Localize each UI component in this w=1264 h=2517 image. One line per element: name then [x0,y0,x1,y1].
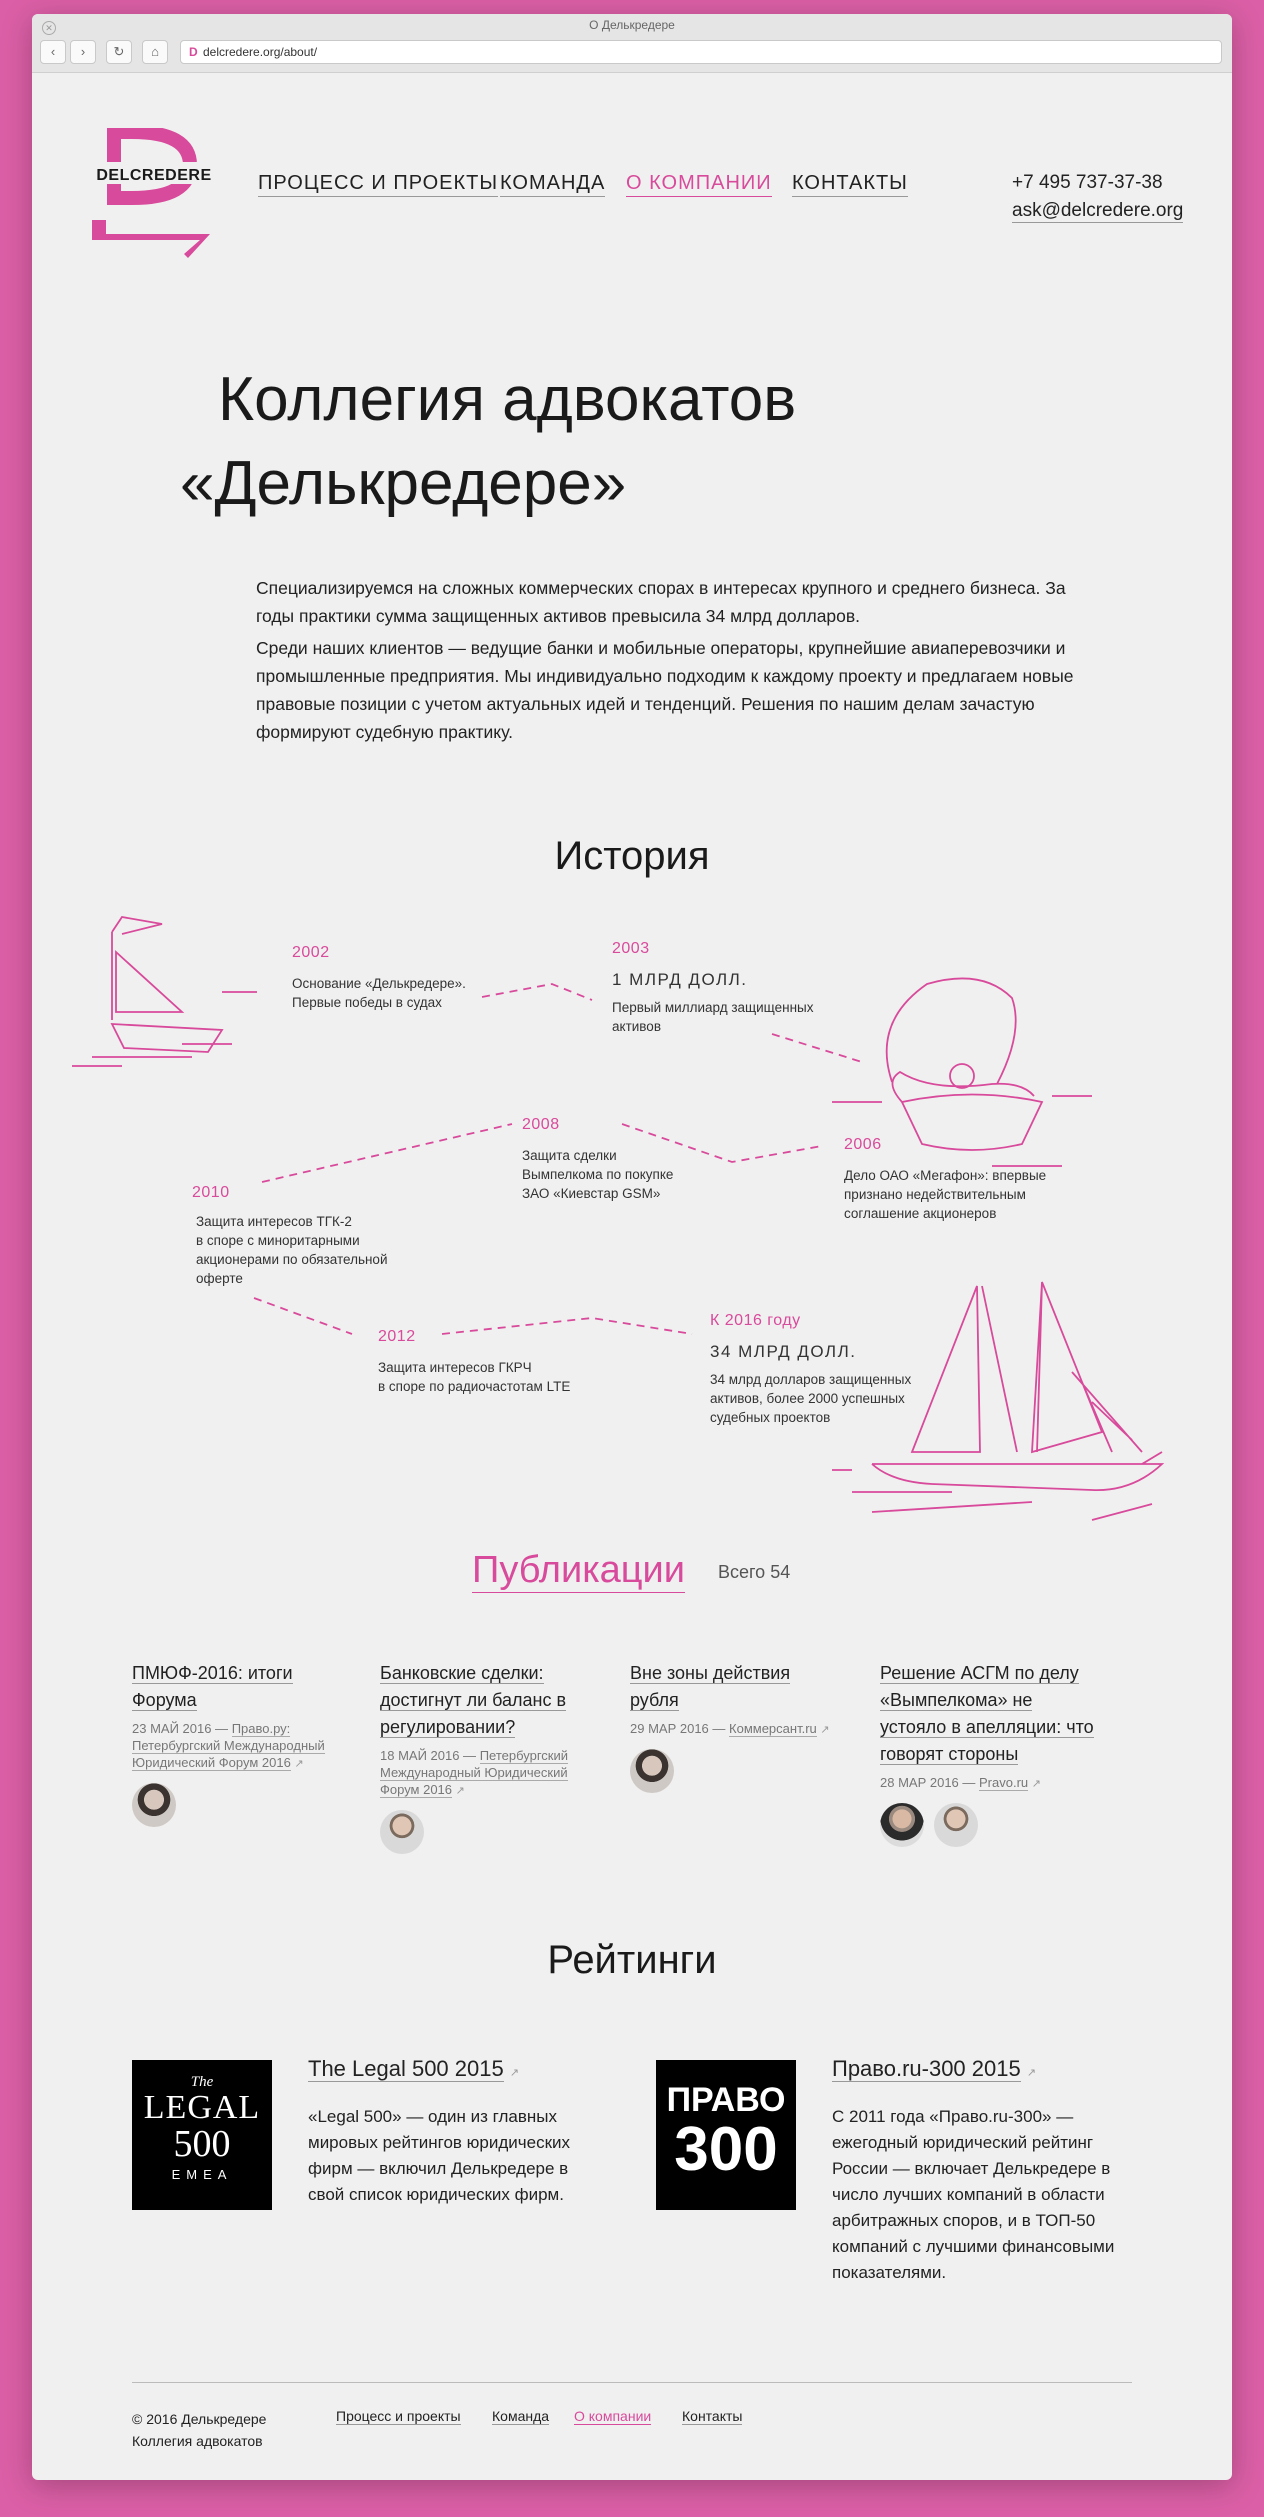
footer-link-process[interactable]: Процесс и проекты [336,2408,461,2424]
publication-source[interactable]: Коммерсант.ru [729,1721,817,1736]
publication-source[interactable]: Право.ру: Петербургский Международный Юридический Форум 2016 [132,1721,325,1770]
back-button[interactable]: ‹ [40,40,66,64]
author-avatar[interactable] [132,1783,176,1827]
rating-text-legal500: «Legal 500» — один из главных мировых рейтингов юридических фирм — включил Делькредере в свой список юридических фирм. [308,2107,571,2204]
publications-heading[interactable]: Публикации [472,1549,686,1591]
logo-wordmark: DELCREDERE [96,167,212,184]
author-avatar[interactable] [380,1810,424,1854]
history-highlight-2016: 34 МЛРД ДОЛЛ. [710,1342,857,1361]
external-link-icon: ↗ [1031,1778,1041,1790]
forward-button[interactable]: › [70,40,96,64]
history-year-2003: 2003 [612,940,650,957]
publication-date: 23 МАЙ 2016 — [132,1721,229,1736]
footer-copyright [132,2408,266,2452]
history-highlight-2003: 1 МЛРД ДОЛЛ. [612,970,748,989]
history-year-2006: 2006 [844,1136,882,1153]
legal500-logo[interactable] [132,2060,272,2210]
pravo300-logo-300: 300 [674,2115,778,2184]
nav-about-company[interactable]: О КОМПАНИИ [626,172,772,197]
footer-link-contacts[interactable]: Контакты [682,2408,743,2424]
publication-item[interactable] [132,1660,342,1832]
publication-title[interactable]: Банковские сделки: достигнут ли баланс в регулировании? [380,1663,567,1737]
browser-window [32,14,1232,2480]
nav-process-projects[interactable]: ПРОЦЕСС И ПРОЕКТЫ [258,172,498,197]
legal500-logo-500: 500 [173,2123,231,2165]
history-text-2008: Защита сделки Вымпелкома по покупке ЗАО «Киевстар GSM» [522,1148,674,1201]
address-url: delcredere.org/about/ [203,45,318,59]
publication-source[interactable]: Pravo.ru [979,1775,1029,1790]
email-link[interactable]: ask@delcredere.org [1012,200,1184,221]
publication-item[interactable] [630,1660,830,1798]
publication-item[interactable] [880,1660,1100,1852]
footer-link-about[interactable]: О компании [574,2408,652,2424]
history-text-2012: Защита интересов ГКРЧ в споре по радиочастотам LTE [378,1360,571,1394]
window-title: О Делькредере [589,18,675,32]
rating-title-pravo300[interactable] [832,2056,1036,2082]
history-text-2010: Защита интересов ТГК-2 в споре с миноритарными акционерами по обязательной оферте [196,1214,388,1286]
pravo300-logo[interactable] [656,2060,796,2210]
publication-title[interactable]: ПМЮФ-2016: итоги Форума [132,1663,293,1710]
copyright-line2: Коллегия адвокатов [132,2433,263,2449]
page-title-line2: «Делькредере» [180,449,627,518]
publication-title[interactable]: Решение АСГМ по делу «Вымпелкома» не устояло в апелляции: что говорят стороны [880,1663,1094,1764]
page-title-line1: Коллегия адвокатов [218,365,797,434]
address-bar[interactable] [180,40,1222,64]
history-heading: История [554,834,710,878]
rating-title-text[interactable]: The Legal 500 2015 [308,2056,504,2081]
publication-date: 18 МАЙ 2016 — [380,1748,477,1763]
rating-title-legal500[interactable] [308,2056,519,2082]
home-button[interactable]: ⌂ [142,40,168,64]
sailboat-left-icon [72,917,257,1066]
intro-paragraph-2: Среди наших клиентов — ведущие банки и мобильные операторы, крупнейшие авиаперевозчики и промышленные предприятия. Мы индивидуально подходим к каждому проекту и предлагаем новые правовые позиции с учетом актуальных идей и тенденций. Решения по нашим делам зачастую формируют судебную практику. [256,638,1074,742]
author-avatar[interactable] [934,1803,978,1847]
external-link-icon: ↗ [294,1758,304,1770]
history-timeline-illustration [32,72,1232,1532]
external-link-icon: ↗ [1026,2067,1037,2079]
history-year-2010: 2010 [192,1184,230,1201]
close-window-icon[interactable]: ✕ [42,21,56,35]
history-year-2002: 2002 [292,944,330,961]
author-avatar[interactable] [880,1803,924,1847]
reload-button[interactable]: ↻ [106,40,132,64]
history-text-2002: Основание «Делькредере». Первые победы в судах [292,976,466,1010]
publications-count: Всего 54 [718,1562,791,1582]
history-year-2016: К 2016 году [710,1312,801,1329]
publication-date: 29 МАР 2016 — [630,1721,726,1736]
author-avatar[interactable] [630,1749,674,1793]
pravo300-logo-pravo: ПРАВО [666,2081,786,2119]
rating-title-text[interactable]: Право.ru-300 2015 [832,2056,1021,2081]
page-content [32,72,1232,2480]
footer-link-team[interactable]: Команда [492,2408,550,2424]
external-link-icon: ↗ [509,2067,520,2079]
browser-titlebar [32,14,1232,73]
rating-text-pravo300: С 2011 года «Право.ru-300» — ежегодный юридический рейтинг России — включает Делькредере в число лучших компаний в области арбитражных споров, и в ТОП-50 компаний с лучшими финансовыми показателями. [832,2107,1115,2282]
publication-item[interactable] [380,1660,590,1859]
footer-divider [132,2382,1132,2383]
phone-number[interactable]: +7 495 737-37-38 [1012,172,1163,193]
publication-title[interactable]: Вне зоны действия рубля [630,1663,791,1710]
external-link-icon: ↗ [455,1785,465,1797]
history-text-2003: Первый миллиард защищенных активов [612,1000,814,1034]
intro-paragraph-1: Специализируемся на сложных коммерческих спорах в интересах крупного и среднего бизнеса. За годы практики сумма защищенных активов превысила 34 млрд долларов. [256,578,1066,626]
copyright-line1: © 2016 Делькредере [132,2411,267,2427]
publication-date: 28 МАР 2016 — [880,1775,976,1790]
history-year-2012: 2012 [378,1328,416,1345]
history-text-2016: 34 млрд долларов защищенных активов, более 2000 успешных судебных проектов [710,1372,912,1425]
legal500-logo-legal: LEGAL [143,2089,261,2126]
nav-contacts[interactable]: КОНТАКТЫ [792,172,908,197]
publication-source[interactable]: Петербургский Международный Юридический Форум 2016 [380,1748,569,1797]
external-link-icon: ↗ [820,1724,830,1736]
ratings-heading: Рейтинги [547,1938,717,1982]
history-year-2008: 2008 [522,1116,560,1133]
site-favicon-icon: D [189,45,198,59]
legal500-logo-the: The [190,2074,214,2090]
history-text-2006: Дело ОАО «Мегафон»: впервые признано недействительным соглашение акционеров [844,1168,1047,1221]
nav-team[interactable]: КОМАНДА [500,172,605,197]
legal500-logo-emea: EMEA [171,2167,233,2182]
